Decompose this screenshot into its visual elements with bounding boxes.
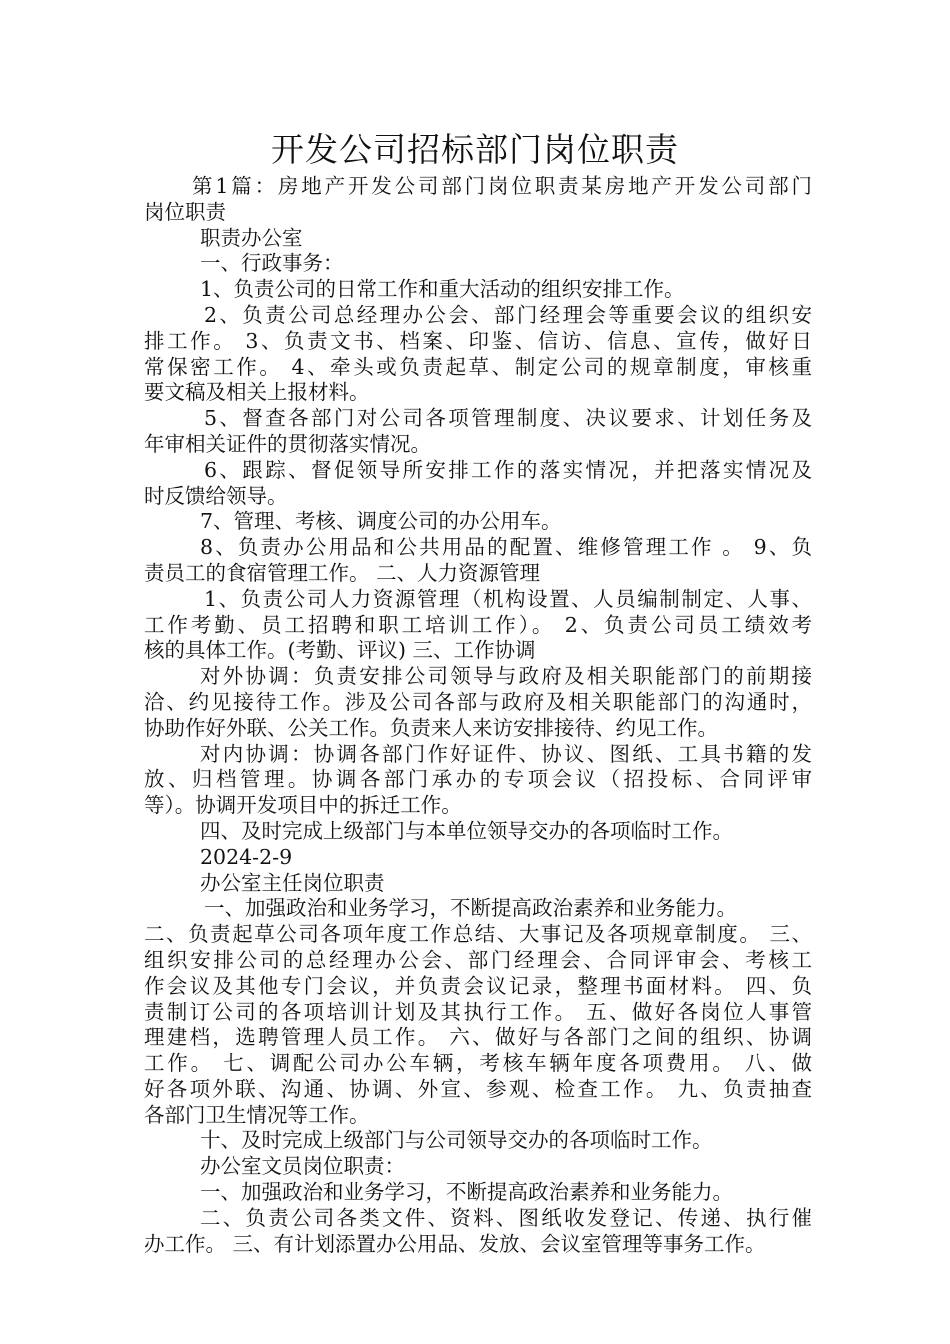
- paragraph-line: 5、督查各部门对公司各项管理制度、决议要求、计划任务及: [204, 406, 812, 431]
- paragraph-line: 四、及时完成上级部门与本单位领导交办的各项临时工作。: [200, 818, 733, 843]
- paragraph-line: 对内协调：协调各部门作好证件、协议、图纸、工具书籍的发: [200, 741, 812, 766]
- paragraph-line: 1、负责公司的日常工作和重大活动的组织安排工作。: [200, 277, 685, 302]
- paragraph-line: 作会议及其他专门会议，并负责会议记录，整理书面材料。 四、负: [144, 973, 812, 998]
- paragraph-line: 理建档，选聘管理人员工作。 六、做好与各部门之间的组织、协调: [144, 1025, 812, 1050]
- paragraph-line: 责制订公司的各项培训计划及其执行工作。 五、做好各岗位人事管: [144, 999, 812, 1024]
- paragraph-line: 时反馈给领导。: [144, 483, 288, 508]
- paragraph-line: 办工作。 三、有计划添置办公用品、发放、会议室管理等事务工作。: [144, 1231, 766, 1256]
- paragraph-line: 协助作好外联、公关工作。负责来人来访安排接待、约见工作。: [144, 715, 718, 740]
- paragraph-line: 8、负责办公用品和公共用品的配置、维修管理工作 。 9、负: [200, 535, 812, 560]
- paragraph-line: 排工作。 3、负责文书、档案、印鉴、信访、信息、宣传，做好日: [144, 328, 812, 353]
- paragraph-line: 1、负责公司人力资源管理（机构设置、人员编制制定、人事、: [204, 586, 812, 611]
- date-line: 2024-2-9: [200, 844, 293, 869]
- paragraph-line: 好各项外联、沟通、协调、外宣、参观、检查工作。 九、负责抽查: [144, 1076, 812, 1101]
- paragraph-line: 岗位职责: [144, 199, 226, 224]
- paragraph-line: 要文稿及相关上报材料。: [144, 380, 370, 405]
- paragraph-line: 二、负责起草公司各项年度工作总结、大事记及各项规章制度。 三、: [144, 922, 812, 947]
- section-heading: 办公室文员岗位职责：: [200, 1154, 405, 1179]
- paragraph-line: 等）。协调开发项目中的拆迁工作。: [144, 793, 462, 818]
- paragraph-line: 工作。 七、调配公司办公车辆，考核车辆年度各项费用。 八、做: [144, 1051, 812, 1076]
- paragraph-line: 对外协调：负责安排公司领导与政府及相关职能部门的前期接: [200, 664, 812, 689]
- paragraph-line: 放、归档管理。协调各部门承办的专项会议（招投标、合同评审: [144, 767, 812, 792]
- paragraph-line: 十、及时完成上级部门与公司领导交办的各项临时工作。: [200, 1128, 713, 1153]
- paragraph-line: 年审相关证件的贯彻落实情况。: [144, 431, 431, 456]
- paragraph-line: 二、负责公司各类文件、资料、图纸收发登记、传递、执行催: [200, 1205, 812, 1230]
- paragraph-line: 一、加强政治和业务学习，不断提高政治素养和业务能力。: [204, 896, 737, 921]
- section-heading: 办公室主任岗位职责: [200, 870, 385, 895]
- paragraph-line: 洽、约见接待工作。涉及公司各部与政府及相关职能部门的沟通时，: [144, 689, 812, 714]
- paragraph-line: 一、加强政治和业务学习，不断提高政治素养和业务能力。: [200, 1180, 733, 1205]
- paragraph-line: 核的具体工作。(考勤、评议) 三、工作协调: [144, 638, 536, 663]
- document-title: 开发公司招标部门岗位职责: [271, 130, 679, 169]
- paragraph-line: 2、负责公司总经理办公会、部门经理会等重要会议的组织安: [204, 302, 812, 327]
- paragraph-line: 第1篇：房地产开发公司部门岗位职责某房地产开发公司部门: [192, 174, 812, 198]
- section-heading: 职责办公室: [200, 225, 303, 250]
- paragraph-line: 各部门卫生情况等工作。: [144, 1102, 370, 1127]
- paragraph-line: 组织安排公司的总经理办公会、部门经理会、合同评审会、考核工: [144, 947, 812, 972]
- paragraph-line: 常保密工作。 4、牵头或负责起草、制定公司的规章制度，审核重: [144, 354, 812, 379]
- paragraph-line: 责员工的食宿管理工作。 二、人力资源管理: [144, 560, 541, 585]
- paragraph-line: 工作考勤、员工招聘和职工培训工作）。 2、负责公司员工绩效考: [144, 612, 812, 637]
- section-heading: 一、行政事务：: [200, 251, 344, 276]
- document-body: [144, 174, 812, 1257]
- paragraph-line: 6、跟踪、督促领导所安排工作的落实情况，并把落实情况及: [204, 457, 812, 482]
- paragraph-line: 7、管理、考核、调度公司的办公用车。: [200, 509, 562, 534]
